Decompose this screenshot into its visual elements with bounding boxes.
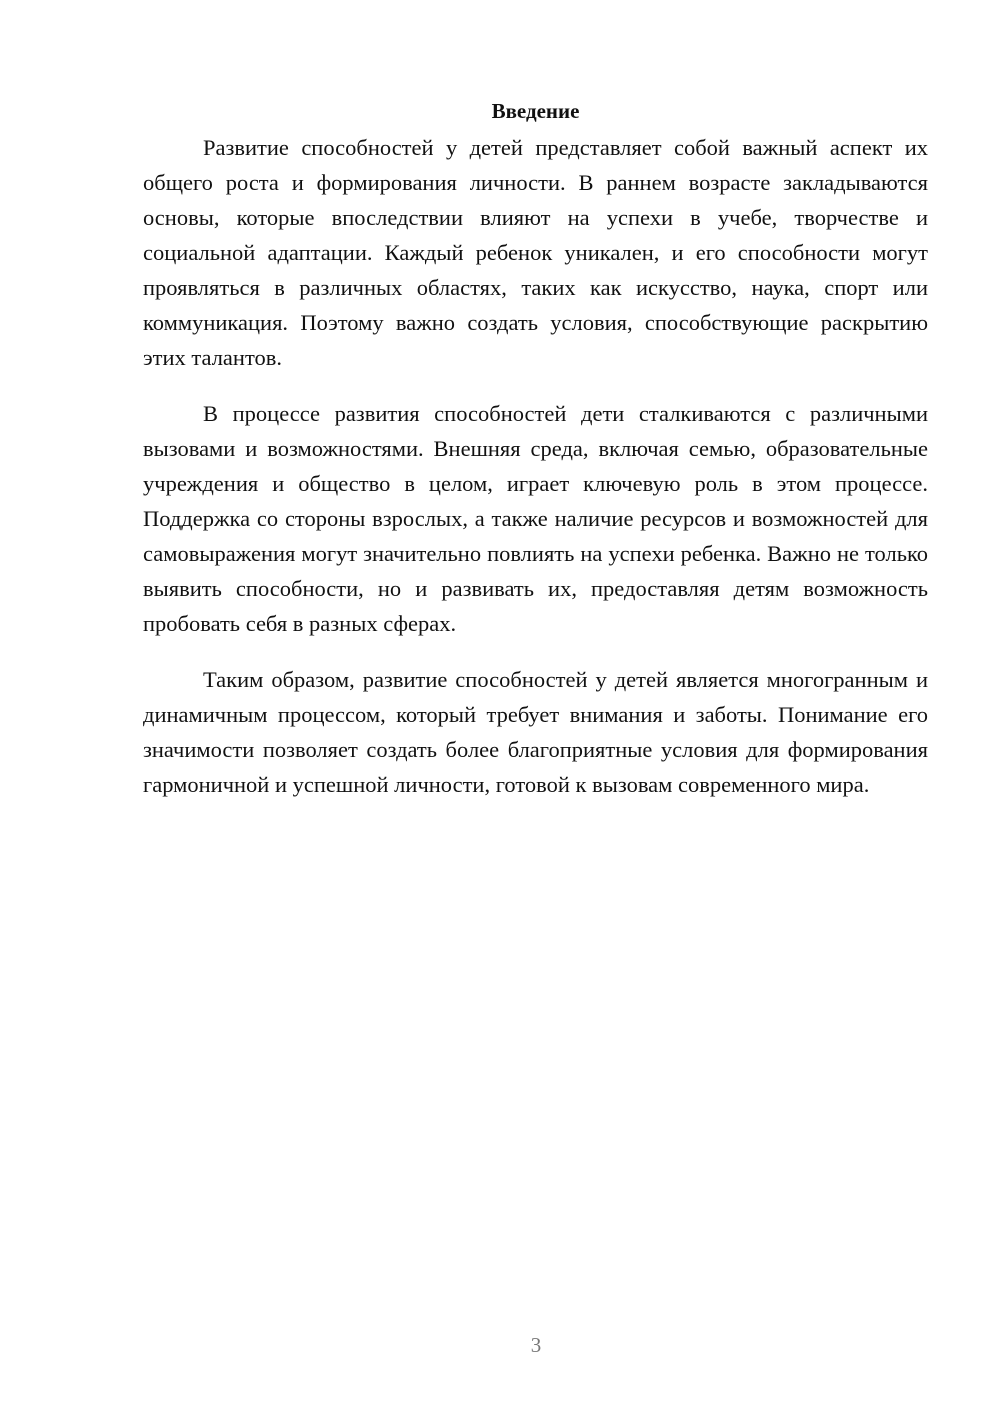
section-title: Введение	[491, 99, 580, 123]
paragraph-2: В процессе развития способностей дети сталкиваются с различными вызовами и возможностями. Внешняя среда, включая семью, образовательные учреждения и общество в целом, играет ключевую роль в этом процессе. Поддержка со стороны взрослых, а также наличие ресурсов и возможностей для самовыражения могут значительно повлиять на успехи ребенка. Важно не только выявить способности, но и развивать их, предоставляя детям возможность пробовать себя в разных сферах.	[143, 401, 928, 636]
page-number: 3	[530, 1333, 542, 1357]
paragraph-3: Таким образом, развитие способностей у детей является многогранным и динамичным процессом, который требует внимания и заботы. Понимание его значимости позволяет создать более благоприятные условия для формирования гармоничной и успешной личности, готовой к вызовам современного мира.	[143, 667, 928, 797]
page-content	[143, 96, 928, 823]
paragraph-1: Развитие способностей у детей представляет собой важный аспект их общего роста и формирования личности. В раннем возрасте закладываются основы, которые впоследствии влияют на успехи в учебе, творчестве и социальной адаптации. Каждый ребенок уникален, и его способности могут проявляться в различных областях, таких как искусство, наука, спорт или коммуникация. Поэтому важно создать условия, способствующие раскрытию этих талантов.	[143, 135, 928, 370]
